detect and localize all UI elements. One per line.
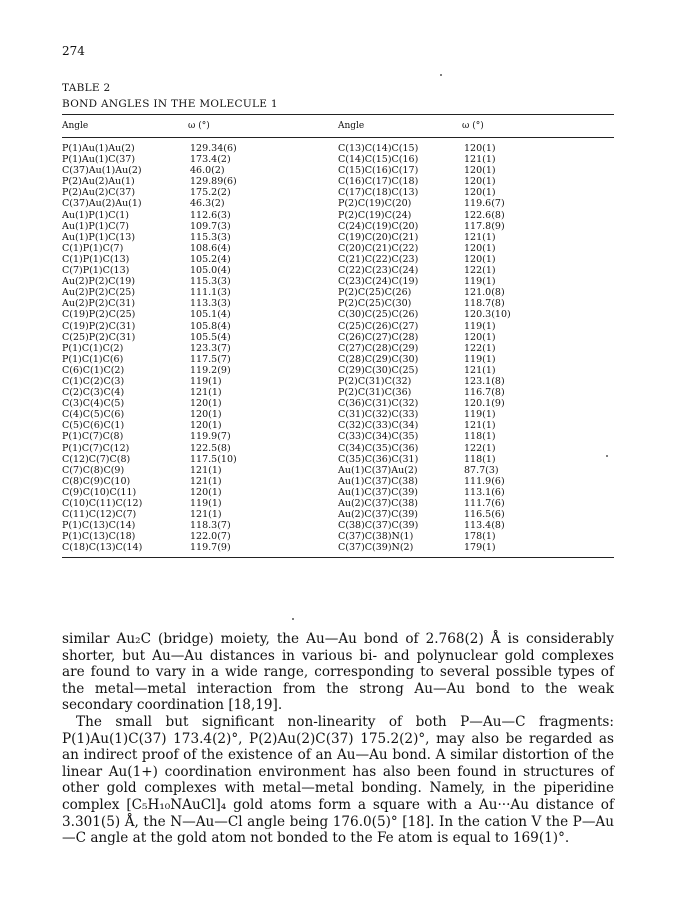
bond-angles-table: [62, 114, 614, 558]
omega-cell: 113.3(3): [190, 298, 231, 310]
angle-cell: C(31)C(32)C(33): [338, 409, 419, 421]
omega-cell: 116.7(8): [464, 387, 505, 399]
omega-cell: 120(1): [464, 331, 496, 343]
omega-cell: 122(1): [464, 265, 496, 277]
angle-cell: C(25)C(26)C(27): [338, 320, 419, 332]
omega-cell: 119(1): [190, 375, 222, 387]
angle-cell: C(22)C(23)C(24): [338, 265, 419, 277]
omega-cell: 129.89(6): [190, 176, 237, 188]
angle-cell: Au(1)P(1)C(7): [62, 220, 130, 232]
header-angle-1: Angle: [62, 121, 89, 131]
omega-cell: 119(1): [464, 320, 496, 332]
omega-cell: 115.3(3): [190, 231, 231, 243]
omega-cell: 175.2(2): [190, 187, 231, 199]
angle-cell: Au(1)C(37)Au(2): [338, 464, 418, 476]
angle-cell: P(2)C(25)C(30): [338, 298, 412, 310]
angle-cell: C(30)C(25)C(26): [338, 309, 419, 321]
omega-cell: 119.7(9): [190, 542, 231, 554]
omega-cell: 121.0(8): [464, 287, 505, 299]
omega-cell: 111.9(6): [464, 475, 505, 487]
angle-cell: P(2)C(25)C(26): [338, 287, 412, 299]
angle-cell: P(2)Au(2)C(37): [62, 187, 136, 199]
omega-cell: 119(1): [464, 409, 496, 421]
omega-cell: 173.4(2): [190, 154, 231, 166]
angle-cell: C(18)C(13)C(14): [62, 542, 143, 554]
angle-cell: Au(2)C(37)C(38): [338, 498, 418, 509]
omega-cell: 121(1): [190, 509, 222, 521]
header-omega-2: ω (°): [462, 121, 484, 131]
table-bottom-rule: [62, 557, 614, 558]
angle-cell: C(28)C(29)C(30): [338, 353, 419, 365]
paragraph-1: similar Au₂C (bridge) moiety, the Au—Au bond of 2.768(2) Å is considerably shorter, but Au—Au distances in various bi- and polynuclear gold complexes are found to vary in a wide range, corresponding to several possible types of the metal—metal interaction from the strong Au—Au bond to the weak secondary coordination [18,19].: [62, 631, 614, 714]
omega-cell: 112.6(3): [190, 209, 231, 221]
angle-cell: P(1)Au(1)Au(2): [62, 143, 135, 154]
omega-cell: 117.5(10): [190, 453, 237, 465]
omega-cell: 117.5(7): [190, 353, 231, 365]
angle-cell: C(7)C(8)C(9): [62, 464, 125, 476]
stray-mark: [292, 618, 294, 620]
omega-cell: 87.7(3): [464, 464, 499, 476]
angle-cell: C(29)C(30)C(25): [338, 364, 419, 376]
angle-cell: C(19)P(2)C(31): [62, 320, 136, 332]
omega-cell: 118(1): [464, 453, 496, 465]
omega-cell: 120.3(10): [464, 309, 511, 321]
angle-cell: C(11)C(12)C(7): [62, 509, 137, 521]
omega-cell: 121(1): [464, 231, 496, 243]
omega-cell: 121(1): [464, 154, 496, 166]
angle-cell: P(1)C(7)C(8): [62, 431, 124, 443]
angle-cell: C(2)C(3)C(4): [62, 387, 125, 399]
table-body: [62, 138, 614, 557]
omega-cell: 113.1(6): [464, 486, 505, 498]
omega-cell: 120(1): [464, 143, 496, 154]
angle-cell: P(2)Au(2)Au(1): [62, 176, 135, 188]
angle-cell: Au(1)C(37)C(39): [338, 486, 418, 498]
table-header-row: [62, 115, 614, 137]
angle-cell: C(37)Au(2)Au(1): [62, 198, 142, 210]
page-number: 274: [62, 44, 85, 58]
omega-cell: 119.2(9): [190, 364, 231, 376]
angle-cell: P(1)Au(1)C(37): [62, 154, 136, 166]
angle-cell: Au(1)C(37)C(38): [338, 475, 418, 487]
angle-cell: P(2)C(19)C(20): [338, 198, 412, 210]
omega-cell: 119(1): [464, 276, 496, 288]
angle-cell: C(3)C(4)C(5): [62, 398, 125, 410]
omega-cell: 116.5(6): [464, 509, 505, 521]
omega-cell: 119(1): [464, 353, 496, 365]
omega-cell: 122(1): [464, 442, 496, 454]
omega-cell: 120(1): [190, 486, 222, 498]
angle-cell: C(10)C(11)C(12): [62, 498, 143, 509]
angle-cell: C(4)C(5)C(6): [62, 409, 125, 421]
omega-cell: 105.1(4): [190, 309, 231, 321]
angle-cell: P(2)C(19)C(24): [338, 209, 412, 221]
angle-cell: C(23)C(24)C(19): [338, 276, 419, 288]
angle-cell: P(1)C(13)C(18): [62, 531, 136, 543]
omega-cell: 111.1(3): [190, 287, 231, 299]
angle-cell: C(24)C(19)C(20): [338, 220, 419, 232]
omega-cell: 121(1): [464, 420, 496, 432]
omega-cell: 115.3(3): [190, 276, 231, 288]
omega-cell: 120(1): [464, 242, 496, 254]
omega-cell: 120(1): [190, 420, 222, 432]
angle-cell: C(32)C(33)C(34): [338, 420, 419, 432]
angle-cell: Au(2)P(2)C(31): [62, 298, 136, 310]
omega-cell: 129.34(6): [190, 143, 237, 154]
angle-cell: C(20)C(21)C(22): [338, 242, 419, 254]
omega-cell: 121(1): [190, 387, 222, 399]
omega-cell: 121(1): [190, 464, 222, 476]
angle-cell: C(1)P(1)C(7): [62, 242, 124, 254]
omega-cell: 105.5(4): [190, 331, 231, 343]
header-angle-2: Angle: [338, 121, 365, 131]
omega-cell: 113.4(8): [464, 520, 505, 532]
angle-cell: C(37)Au(1)Au(2): [62, 165, 142, 177]
header-omega-1: ω (°): [188, 121, 210, 131]
stray-mark: [440, 74, 442, 76]
angle-cell: C(16)C(17)C(18): [338, 176, 419, 188]
angle-cell: C(19)C(20)C(21): [338, 231, 419, 243]
angle-cell: C(19)P(2)C(25): [62, 309, 136, 321]
angle-cell: C(7)P(1)C(13): [62, 265, 130, 277]
angle-cell: C(5)C(6)C(1): [62, 420, 125, 432]
angle-cell: C(17)C(18)C(13): [338, 187, 419, 199]
angle-cell: C(1)C(2)C(3): [62, 375, 125, 387]
omega-cell: 118.7(8): [464, 298, 505, 310]
angle-cell: Au(1)P(1)C(13): [62, 231, 136, 243]
table-title: BOND ANGLES IN THE MOLECULE 1: [62, 98, 278, 110]
omega-cell: 120(1): [190, 409, 222, 421]
angle-cell: C(21)C(22)C(23): [338, 253, 419, 265]
omega-cell: 46.3(2): [190, 198, 225, 210]
omega-cell: 119.9(7): [190, 431, 231, 443]
angle-cell: C(35)C(36)C(31): [338, 453, 419, 465]
omega-cell: 122.0(7): [190, 531, 231, 543]
omega-cell: 179(1): [464, 542, 496, 554]
angle-cell: C(9)C(10)C(11): [62, 486, 137, 498]
angle-cell: C(1)P(1)C(13): [62, 253, 130, 265]
angle-cell: C(36)C(31)C(32): [338, 398, 419, 410]
angle-cell: C(38)C(37)C(39): [338, 520, 419, 532]
omega-cell: 105.0(4): [190, 265, 231, 277]
omega-cell: 121(1): [190, 475, 222, 487]
omega-cell: 120(1): [464, 253, 496, 265]
angle-cell: C(8)C(9)C(10): [62, 475, 131, 487]
angle-cell: Au(1)P(1)C(1): [62, 209, 130, 221]
angle-cell: P(2)C(31)C(36): [338, 387, 412, 399]
omega-cell: 119.6(7): [464, 198, 505, 210]
omega-cell: 118(1): [464, 431, 496, 443]
angle-cell: C(33)C(34)C(35): [338, 431, 419, 443]
angle-cell: C(25)P(2)C(31): [62, 331, 136, 343]
omega-cell: 111.7(6): [464, 498, 505, 509]
angle-cell: P(1)C(1)C(6): [62, 353, 124, 365]
angle-cell: P(1)C(1)C(2): [62, 342, 124, 354]
omega-cell: 122.6(8): [464, 209, 505, 221]
angle-cell: C(13)C(14)C(15): [338, 143, 419, 154]
omega-cell: 123.1(8): [464, 375, 505, 387]
angle-cell: C(37)C(38)N(1): [338, 531, 414, 543]
omega-cell: 118.3(7): [190, 520, 231, 532]
angle-cell: Au(2)P(2)C(25): [62, 287, 136, 299]
omega-cell: 122.5(8): [190, 442, 231, 454]
omega-cell: 46.0(2): [190, 165, 225, 177]
omega-cell: 108.6(4): [190, 242, 231, 254]
angle-cell: C(6)C(1)C(2): [62, 364, 125, 376]
omega-cell: 120(1): [464, 165, 496, 177]
stray-mark: [606, 455, 608, 457]
angle-cell: C(12)C(7)C(8): [62, 453, 131, 465]
omega-cell: 123.3(7): [190, 342, 231, 354]
angle-cell: C(27)C(28)C(29): [338, 342, 419, 354]
omega-cell: 105.2(4): [190, 253, 231, 265]
angle-cell: C(14)C(15)C(16): [338, 154, 419, 166]
omega-cell: 178(1): [464, 531, 496, 543]
angle-cell: C(37)C(39)N(2): [338, 542, 414, 554]
body-text: [62, 631, 614, 847]
angle-cell: P(2)C(31)C(32): [338, 375, 412, 387]
paragraph-2: The small but significant non-linearity of both P—Au—C fragments: P(1)Au(1)C(37) 173.4(2)°, P(2)Au(2)C(37) 175.2(2)°, may also be regarded as an indirect proof of the existence of an Au—Au bond. A similar distortion of the linear Au(1+) coordination environment has also been found in structures of other gold complexes with metal—metal bonding. Namely, in the piperidine complex [C₅H₁₀NAuCl]₄ gold atoms form a square with a Au···Au distance of 3.301(5) Å, the N—Au—Cl angle being 176.0(5)° [18]. In the cation V the P—Au—C angle at the gold atom not bonded to the Fe atom is equal to 169(1)°.: [62, 713, 614, 847]
angle-cell: P(1)C(7)C(12): [62, 442, 130, 454]
omega-cell: 120(1): [190, 398, 222, 410]
omega-cell: 121(1): [464, 364, 496, 376]
omega-cell: 109.7(3): [190, 220, 231, 232]
omega-cell: 119(1): [190, 498, 222, 509]
omega-cell: 105.8(4): [190, 320, 231, 332]
angle-cell: C(26)C(27)C(28): [338, 331, 419, 343]
omega-cell: 122(1): [464, 342, 496, 354]
omega-cell: 120.1(9): [464, 398, 505, 410]
omega-cell: 120(1): [464, 187, 496, 199]
omega-cell: 120(1): [464, 176, 496, 188]
omega-cell: 117.8(9): [464, 220, 505, 232]
angle-cell: P(1)C(13)C(14): [62, 520, 136, 532]
angle-cell: Au(2)P(2)C(19): [62, 276, 136, 288]
table-label: TABLE 2: [62, 82, 111, 94]
angle-cell: C(15)C(16)C(17): [338, 165, 419, 177]
angle-cell: Au(2)C(37)C(39): [338, 509, 418, 521]
angle-cell: C(34)C(35)C(36): [338, 442, 419, 454]
